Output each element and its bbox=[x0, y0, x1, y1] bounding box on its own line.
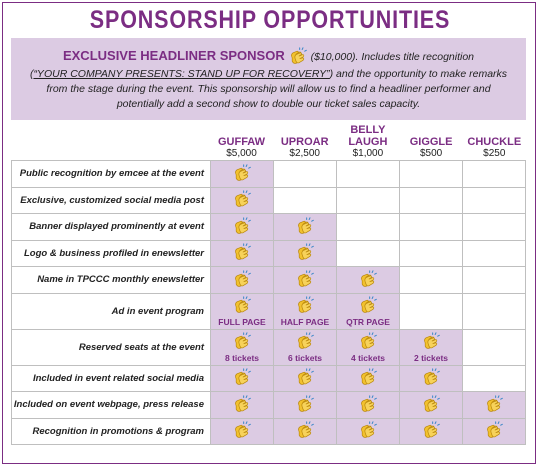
table-row bbox=[12, 392, 526, 419]
clapping-hands-icon bbox=[484, 395, 504, 415]
benefit-cell bbox=[211, 329, 274, 365]
clapping-hands-icon bbox=[295, 368, 315, 388]
clapping-hands-icon bbox=[421, 421, 441, 441]
benefit-label: Exclusive, customized social media post bbox=[12, 187, 211, 214]
tier-name: CHUCKLE bbox=[467, 136, 522, 148]
benefit-cell bbox=[400, 161, 463, 188]
headliner-desc-1: Includes title recognition bbox=[361, 50, 475, 63]
clapping-hands-icon bbox=[295, 217, 315, 237]
tier-name: GIGGLE bbox=[409, 136, 453, 148]
benefit-label: Ad in event program bbox=[12, 293, 211, 329]
benefit-note: 8 tickets bbox=[224, 352, 260, 363]
clapping-hands-icon bbox=[358, 421, 378, 441]
tier-price: $2,500 bbox=[289, 148, 320, 159]
benefit-label: Reserved seats at the event bbox=[12, 329, 211, 365]
clapping-hands-icon bbox=[421, 395, 441, 415]
benefit-cell bbox=[274, 293, 337, 329]
tier-header-5 bbox=[463, 120, 526, 160]
benefit-cell bbox=[337, 161, 400, 188]
benefit-cell bbox=[274, 214, 337, 241]
clapping-hands-icon bbox=[358, 296, 378, 316]
benefit-cell bbox=[274, 187, 337, 214]
benefit-cell bbox=[463, 240, 526, 267]
benefit-note: QTR PAGE bbox=[346, 316, 390, 327]
headliner-line-1 bbox=[25, 47, 512, 67]
benefit-cell bbox=[463, 365, 526, 392]
clapping-hands-icon bbox=[484, 421, 504, 441]
clapping-hands-icon bbox=[358, 368, 378, 388]
benefit-cell bbox=[463, 418, 526, 445]
table-row bbox=[12, 187, 526, 214]
clapping-hands-icon bbox=[421, 332, 441, 352]
benefit-cell bbox=[337, 293, 400, 329]
tier-price: $5,000 bbox=[226, 148, 257, 159]
benefit-cell bbox=[337, 365, 400, 392]
benefit-cell bbox=[400, 365, 463, 392]
clapping-hands-icon bbox=[358, 395, 378, 415]
clapping-hands-icon bbox=[295, 270, 315, 290]
clapping-hands-icon bbox=[232, 243, 252, 263]
tier-price: $500 bbox=[419, 148, 443, 159]
sponsorship-table bbox=[11, 160, 526, 445]
headliner-quote: “YOUR COMPANY PRESENTS: STAND UP FOR RECOVERY” bbox=[33, 68, 330, 80]
benefit-note: 2 tickets bbox=[413, 352, 449, 363]
benefit-cell bbox=[463, 293, 526, 329]
benefit-label: Name in TPCCC monthly enewsletter bbox=[12, 267, 211, 294]
benefit-cell bbox=[274, 418, 337, 445]
benefit-cell bbox=[211, 161, 274, 188]
table-row bbox=[12, 418, 526, 445]
table-row bbox=[12, 267, 526, 294]
benefit-cell bbox=[337, 240, 400, 267]
clapping-hands-icon bbox=[232, 296, 252, 316]
headliner-price: ($10,000). bbox=[310, 50, 359, 63]
benefit-cell bbox=[400, 240, 463, 267]
benefit-cell bbox=[463, 161, 526, 188]
clapping-hands-icon bbox=[232, 421, 252, 441]
tier-name: BELLY LAUGH bbox=[348, 124, 388, 148]
page-title: SPONSORSHIP OPPORTUNITIES bbox=[89, 6, 451, 34]
benefit-cell bbox=[274, 240, 337, 267]
tier-price: $250 bbox=[483, 148, 506, 159]
tier-header-3 bbox=[336, 120, 399, 160]
benefit-cell bbox=[274, 392, 337, 419]
benefit-cell bbox=[337, 329, 400, 365]
benefit-cell bbox=[211, 240, 274, 267]
benefit-label: Included on event webpage, press release bbox=[12, 392, 211, 419]
paren: ( bbox=[29, 68, 34, 80]
tier-header-2 bbox=[273, 120, 336, 160]
clapping-hands-icon bbox=[232, 270, 252, 290]
benefit-cell bbox=[211, 187, 274, 214]
clapping-hands-icon bbox=[295, 395, 315, 415]
clapping-hands-icon bbox=[421, 368, 441, 388]
headliner-title: EXCLUSIVE HEADLINER SPONSOR bbox=[62, 47, 285, 63]
clapping-hands-icon bbox=[232, 164, 252, 184]
tier-header-1 bbox=[210, 120, 273, 160]
benefit-note: 6 tickets bbox=[287, 352, 323, 363]
tier-name: GUFFAW bbox=[217, 136, 266, 148]
benefit-cell bbox=[211, 418, 274, 445]
table-row bbox=[12, 161, 526, 188]
benefit-note: FULL PAGE bbox=[218, 316, 266, 327]
benefit-cell bbox=[337, 187, 400, 214]
benefit-note: 4 tickets bbox=[350, 352, 386, 363]
tier-header-4 bbox=[400, 120, 463, 160]
benefit-label: Public recognition by emcee at the event bbox=[12, 161, 211, 188]
benefit-note: HALF PAGE bbox=[280, 316, 330, 327]
table-row bbox=[12, 329, 526, 365]
benefit-cell bbox=[463, 214, 526, 241]
benefit-cell bbox=[337, 418, 400, 445]
benefit-cell bbox=[211, 267, 274, 294]
benefit-cell bbox=[463, 392, 526, 419]
benefit-label: Banner displayed prominently at event bbox=[12, 214, 211, 241]
clapping-hands-icon bbox=[232, 332, 252, 352]
clapping-hands-icon bbox=[232, 217, 252, 237]
table-row bbox=[12, 365, 526, 392]
headliner-line-2 bbox=[25, 67, 512, 82]
benefit-label: Recognition in promotions & program bbox=[12, 418, 211, 445]
clapping-hands-icon bbox=[295, 296, 315, 316]
table-row bbox=[12, 293, 526, 329]
headliner-desc-2: ) and the opportunity to make remarks bbox=[329, 68, 508, 80]
benefit-cell bbox=[211, 392, 274, 419]
clapping-hands-icon bbox=[232, 368, 252, 388]
benefit-cell bbox=[274, 329, 337, 365]
benefit-cell bbox=[274, 365, 337, 392]
benefit-cell bbox=[400, 392, 463, 419]
benefit-cell bbox=[463, 267, 526, 294]
clapping-hands-icon bbox=[232, 190, 252, 210]
clapping-hands-icon bbox=[295, 421, 315, 441]
tier-header-row bbox=[0, 120, 540, 160]
clapping-hands-icon bbox=[288, 47, 308, 67]
benefit-cell bbox=[337, 214, 400, 241]
tier-name: UPROAR bbox=[280, 136, 329, 148]
benefit-cell bbox=[337, 392, 400, 419]
headliner-line-4: potentially add a second show to double our ticket sales capacity. bbox=[116, 98, 421, 110]
benefit-cell bbox=[400, 418, 463, 445]
benefit-cell bbox=[211, 293, 274, 329]
benefit-cell bbox=[400, 214, 463, 241]
benefit-cell bbox=[337, 267, 400, 294]
clapping-hands-icon bbox=[358, 270, 378, 290]
benefit-cell bbox=[274, 267, 337, 294]
headliner-box bbox=[11, 38, 526, 120]
clapping-hands-icon bbox=[358, 332, 378, 352]
benefit-cell bbox=[400, 329, 463, 365]
clapping-hands-icon bbox=[295, 243, 315, 263]
benefit-cell bbox=[463, 187, 526, 214]
table-row bbox=[12, 214, 526, 241]
benefit-cell bbox=[400, 187, 463, 214]
benefit-label: Included in event related social media bbox=[12, 365, 211, 392]
tier-price: $1,000 bbox=[352, 148, 384, 159]
benefit-cell bbox=[274, 161, 337, 188]
benefit-cell bbox=[211, 214, 274, 241]
table-row bbox=[12, 240, 526, 267]
benefit-cell bbox=[400, 267, 463, 294]
benefit-cell bbox=[463, 329, 526, 365]
headliner-line-3: from the stage during the event. This sponsorship will allow us to find a headliner performer and bbox=[46, 83, 491, 95]
benefit-cell bbox=[211, 365, 274, 392]
benefit-label: Logo & business profiled in enewsletter bbox=[12, 240, 211, 267]
clapping-hands-icon bbox=[232, 395, 252, 415]
benefit-cell bbox=[400, 293, 463, 329]
clapping-hands-icon bbox=[295, 332, 315, 352]
